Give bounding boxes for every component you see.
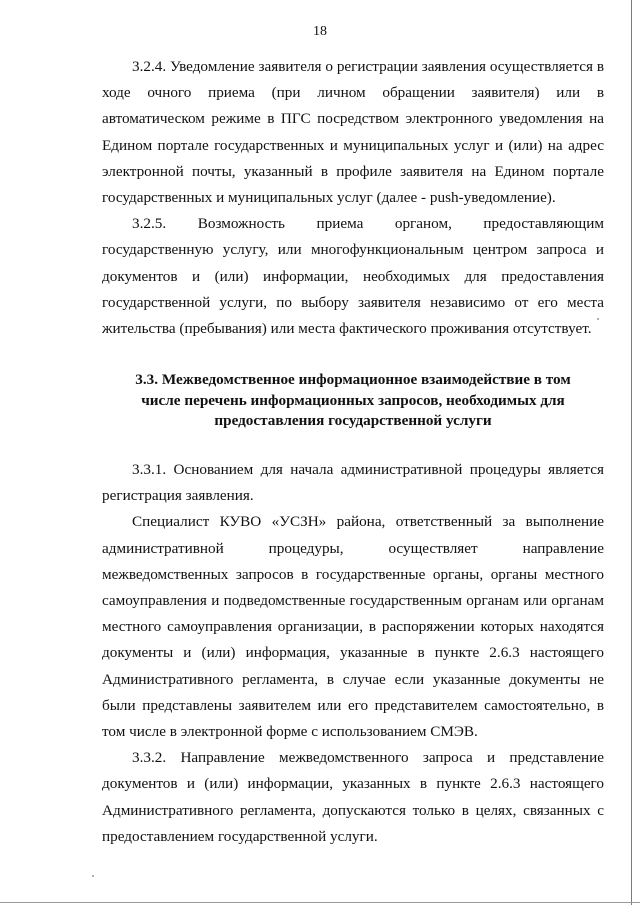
scan-frame-right-edge (631, 0, 632, 905)
scan-speck (92, 875, 94, 877)
page-body (102, 54, 604, 850)
paragraph-3-2-4: 3.2.4. Уведомление заявителя о регистрации заявления осуществляется в ходе очного приема (при личном обращении заявителя) или в автоматическом режиме в ПГС посредством электронного уведомления на Едином портале государственных и муниципальных услуг и (или) на адрес электронной почты, указанный в профиле заявителя на Едином портале государственных и муниципальных услуг (далее - push-уведомление). (102, 58, 604, 207)
page-number: 18 (313, 24, 327, 39)
paragraph-3-3-1: 3.3.1. Основанием для начала административной процедуры является регистрация заявления. (102, 461, 604, 505)
paragraph-specialist: Специалист КУВО «УСЗН» района, ответственный за выполнение административной процедуры, осуществляет направление межведомственных запросов в государственные органы, органы местного самоуправления и подведомственные государственным органам или органам местного самоуправления организации, в распоряжении которых находятся документы и (или) информация, указанные в пункте 2.6.3 настоящего Административного регламента, в случае если указанные документы не были представлены заявителем или его представителем самостоятельно, в том числе в электронной форме с использованием СМЭВ. (102, 513, 604, 741)
section-heading-3-3: 3.3. Межведомственное информационное взаимодействие в том числе перечень информационных запросов, необходимых для предоставления государственной услуги (135, 371, 571, 430)
paragraph-3-3-2: 3.3.2. Направление межведомственного запроса и представление документов и (или) информации, указанных в пункте 2.6.3 настоящего Административного регламента, допускаются только в целях, связанных с предоставлением государственной услуги. (102, 749, 604, 845)
scan-frame-bottom-edge (0, 902, 640, 903)
paragraph-3-2-5: 3.2.5. Возможность приема органом, предоставляющим государственную услугу, или многофункциональным центром запроса и документов и (или) информации, необходимых для предоставления государственной услуги, по выбору заявителя независимо от его места жительства (пребывания) или места фактического проживания отсутствует. (102, 215, 604, 338)
